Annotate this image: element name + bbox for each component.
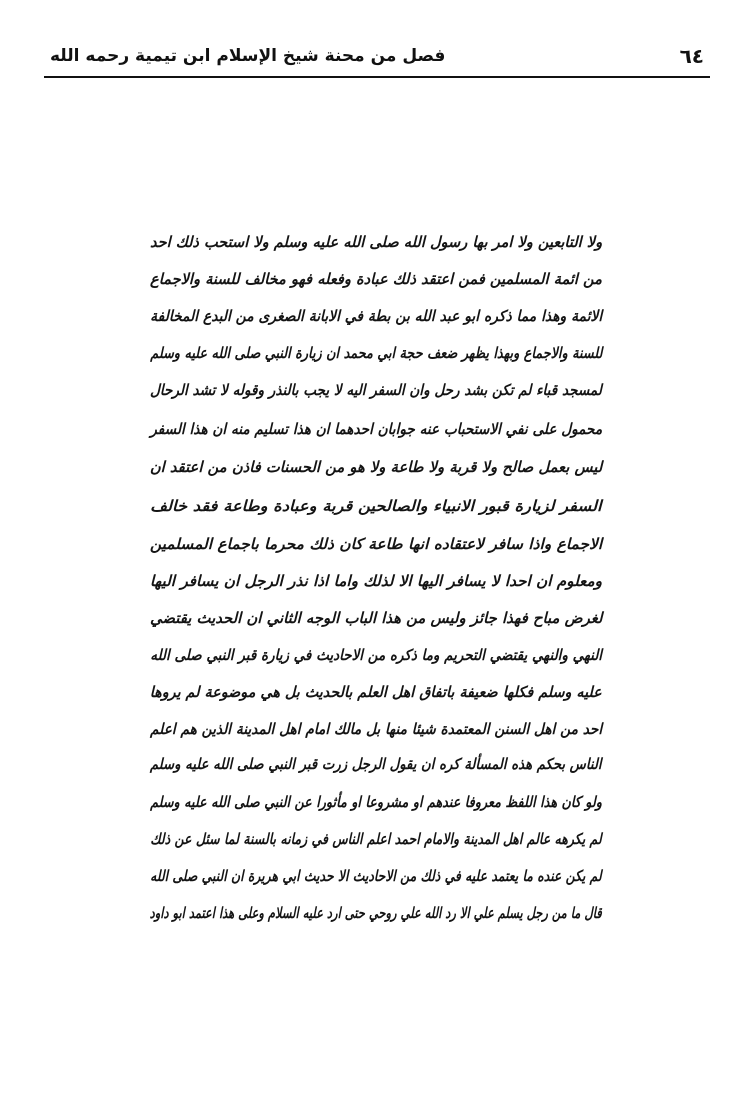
- running-title: فصل من محنة شيخ الإسلام ابن تيمية رحمه الله: [50, 46, 446, 66]
- header-rule: [44, 76, 710, 78]
- manuscript-line: لم يكن عنده ما يعتمد عليه في ذلك من الاحاديث الا حديث ابي هريرة ان النبي صلى الله: [150, 867, 602, 885]
- manuscript-line: ولا التابعين ولا امر بها رسول الله صلى الله عليه وسلم ولا استحب ذلك احد: [149, 233, 602, 251]
- manuscript-line: محمول على نفي الاستحباب عنه جوابان احدهما ان هذا تسليم منه ان هذا السفر: [150, 420, 602, 438]
- manuscript-line: ولو كان هذا اللفظ معروفا عندهم او مشروعا او مأثورا عن النبي صلى الله عليه وسلم: [150, 793, 602, 811]
- manuscript-line: من ائمة المسلمين فمن اعتقد ذلك عبادة وفعله فهو مخالف للسنة والاجماع: [150, 270, 602, 288]
- manuscript-line: قال ما من رجل يسلم علي الا رد الله علي روحي حتى ارد عليه السلام وعلى هذا اعتمد ابو داود: [149, 904, 602, 922]
- manuscript-line: للسنة والاجماع وبهذا يظهر ضعف حجة ابي محمد ان زيارة النبي صلى الله عليه وسلم: [149, 344, 602, 362]
- manuscript-line: الائمة وهذا مما ذكره ابو عبد الله بن بطة في الابانة الصغرى من البدع المخالفة: [149, 307, 602, 325]
- manuscript-line: السفر لزيارة قبور الانبياء والصالحين قربة وعبادة وطاعة فقد خالف: [150, 497, 602, 515]
- manuscript-line: الاجماع واذا سافر لاعتقاده انها طاعة كان ذلك محرما باجماع المسلمين: [149, 535, 602, 553]
- manuscript-line: لمسجد قباء لم تكن بشد رحل وان السفر اليه لا يجب بالنذر وقوله لا تشد الرحال: [150, 381, 602, 399]
- manuscript-line: ومعلوم ان احدا لا يسافر اليها الا لذلك واما اذا نذر الرجل ان يسافر اليها: [149, 572, 602, 590]
- manuscript-text: [150, 212, 602, 936]
- manuscript-line: النهي والنهي يقتضي التحريم وما ذكره من الاحاديث في زيارة قبر النبي صلى الله: [150, 646, 602, 664]
- page-number: ٦٤: [679, 44, 704, 68]
- manuscript-line: عليه وسلم فكلها ضعيفة باتفاق اهل العلم بالحديث بل هي موضوعة لم يروها: [150, 683, 602, 701]
- manuscript-line: لغرض مباح فهذا جائز وليس من هذا الباب الوجه الثاني ان الحديث يقتضي: [149, 609, 602, 627]
- manuscript-line: احد من اهل السنن المعتمدة شيئا منها بل مالك امام اهل المدينة الذين هم اعلم: [149, 720, 602, 738]
- manuscript-line: لم يكرهه عالم اهل المدينة والامام احمد اعلم الناس في زمانه بالسنة لما سئل عن ذلك: [150, 830, 602, 848]
- manuscript-line: ليس بعمل صالح ولا قربة ولا طاعة ولا هو من الحسنات فاذن من اعتقد ان: [149, 458, 602, 476]
- manuscript-line: الناس بحكم هذه المسألة كره ان يقول الرجل زرت قبر النبي صلى الله عليه وسلم: [150, 755, 602, 773]
- page-header: [44, 40, 710, 78]
